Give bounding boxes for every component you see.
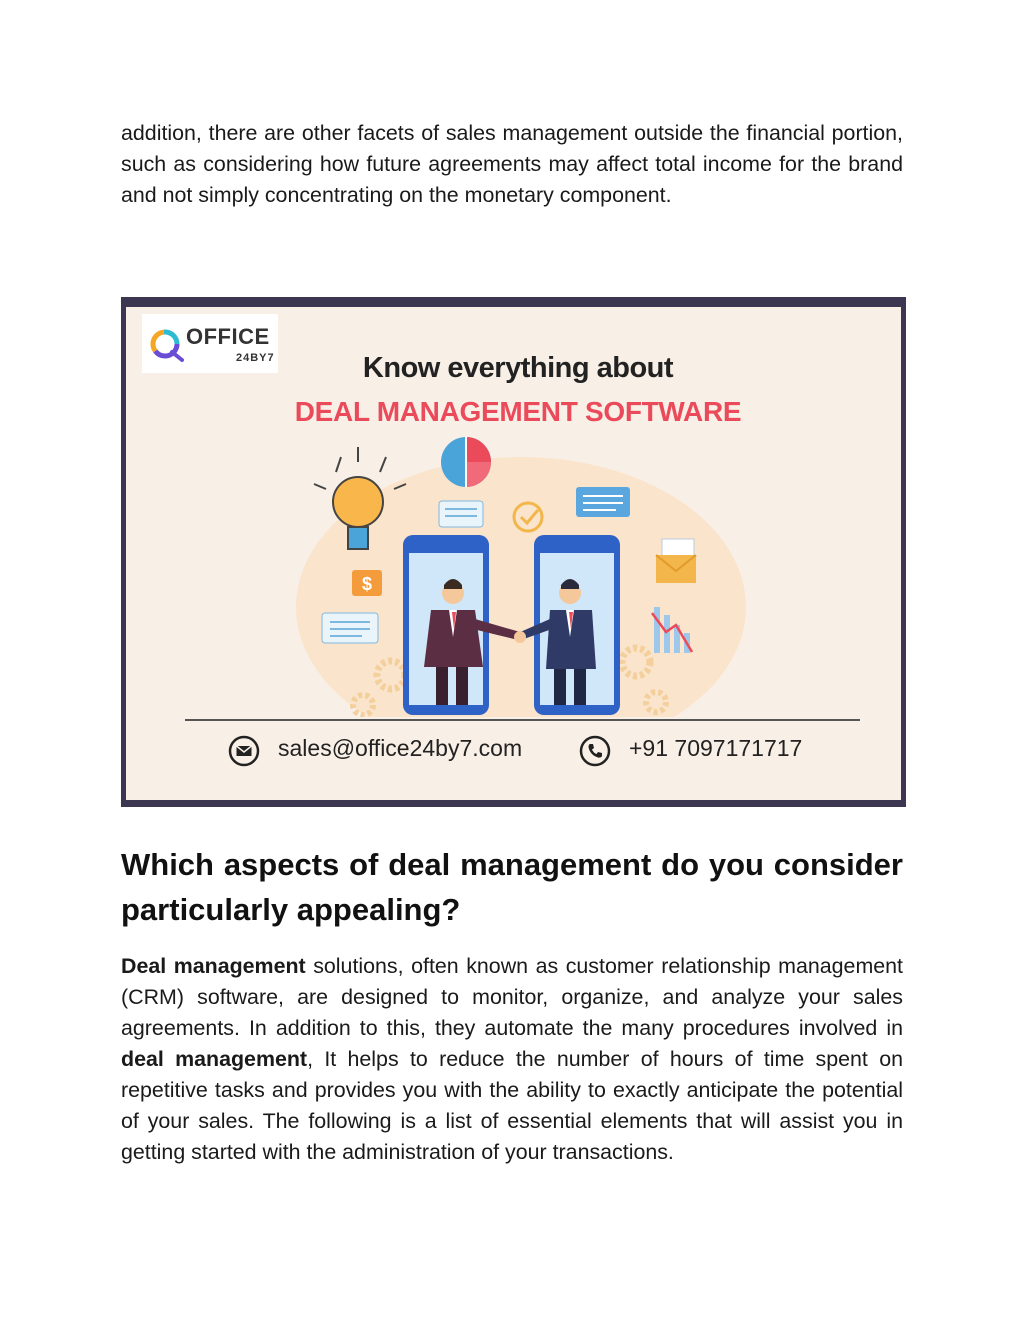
logo-wordmark: OFFICE: [186, 324, 270, 349]
dollar-glyph: $: [361, 574, 373, 594]
phone-icon: [579, 735, 611, 767]
intro-paragraph: addition, there are other facets of sales management outside the financial portion, such as considering how future agreements may affect total income for the brand and not simply concentrating on the monetary component.: [121, 121, 903, 207]
section-heading: Which aspects of deal management do you consider particularly appealing?: [121, 847, 903, 927]
promo-banner-image: [121, 297, 906, 807]
body-paragraph: [121, 951, 903, 1168]
banner-phone: +91 7097171717: [629, 735, 803, 761]
envelope-icon: [656, 539, 696, 583]
banner-canvas: [126, 307, 901, 800]
banner-email: sales@office24by7.com: [278, 735, 523, 761]
bold-lead: Deal management: [121, 954, 306, 978]
body-text-a: solutions, often known as customer relationship management (CRM) software, are designed to monitor, organize, and analyze your sales agreements. In addition to this, they automate the many procedures involved in: [121, 954, 903, 1040]
body-text-b: , It helps to reduce the number of hours of time spent on repetitive tasks and provides you with the ability to exactly anticipate the potential of your sales. The following is a list of essential elements that will assist you in getting started with the administration of your transactions.: [121, 1047, 903, 1164]
banner-subtitle: DEAL MANAGEMENT SOFTWARE: [294, 396, 742, 427]
pie-chart-icon: [441, 437, 491, 487]
banner-divider: [185, 719, 860, 721]
bold-term: deal management: [121, 1047, 308, 1071]
banner-title: Know everything about: [362, 352, 674, 384]
mail-icon: [228, 735, 260, 767]
dollar-icon: [352, 570, 382, 596]
logo-subtext: 24BY7: [236, 352, 275, 364]
handshake-illustration: [126, 307, 901, 717]
